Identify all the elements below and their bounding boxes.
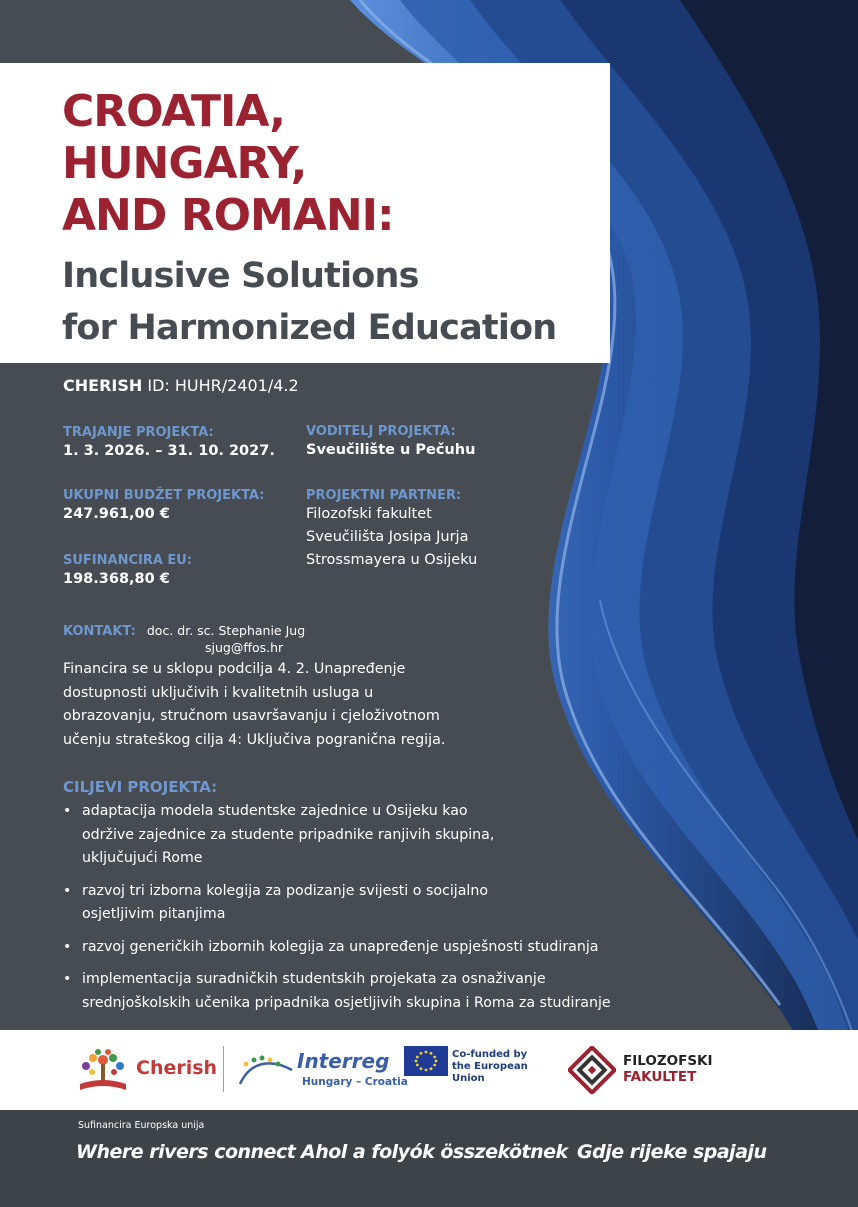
eu-funding-block — [63, 553, 192, 591]
leader-label: VODITELJ PROJEKTA: — [306, 424, 456, 439]
leader-block — [306, 424, 475, 462]
title-line: CROATIA, — [62, 86, 285, 137]
ff-logo-text — [623, 1053, 713, 1085]
contact-name: doc. dr. sc. Stephanie Jug — [146, 623, 306, 638]
leader-value: Sveučilište u Pečuhu — [306, 442, 476, 458]
project-name: CHERISH — [63, 376, 143, 395]
cofunded-text — [452, 1049, 562, 1085]
slogan-croatian: Gdje rijeke spajaju — [577, 1141, 767, 1163]
financing-line: obrazovanju, stručnom usavršavanju i cjeloživotnom — [63, 708, 440, 724]
goal-item — [63, 936, 703, 960]
title-line: AND ROMANI: — [62, 190, 394, 241]
financing-line: dostupnosti uključivih i kvalitetnih usluga u — [63, 684, 374, 701]
slogan-english: Where rivers connect — [76, 1141, 296, 1163]
goal-line: uključujući Rome — [82, 850, 203, 866]
partner-label: PROJEKTNI PARTNER: — [306, 488, 462, 503]
interreg-logo-text: Interreg — [297, 1049, 390, 1073]
slogan-hungarian: Ahol a folyók összekötnek — [301, 1141, 568, 1163]
goal-item — [63, 968, 703, 1015]
contact-email[interactable]: sjug@ffos.hr — [205, 640, 284, 655]
budget-label: UKUPNI BUDŽET PROJEKTA: — [63, 488, 265, 503]
eu-funding-label: SUFINANCIRA EU: — [63, 553, 193, 568]
interreg-swoosh-icon — [236, 1052, 296, 1092]
title-subtitle — [62, 250, 622, 354]
financing-line: Financira se u sklopu podcilja 4. 2. Unapređenje — [63, 661, 406, 677]
cofunded-line: Co-funded by — [452, 1049, 528, 1060]
logo-divider — [223, 1046, 224, 1092]
duration-value: 1. 3. 2026. – 31. 10. 2027. — [63, 443, 275, 459]
goal-line: • adaptacija modela studentske zajednice u Osijeku kao — [82, 803, 468, 819]
goal-line: • razvoj generičkih izbornih kolegija za unapređenje uspješnosti studiranja — [82, 938, 599, 955]
cofunded-line: the European Union — [452, 1061, 528, 1084]
subtitle-line: for Harmonized Education — [62, 308, 557, 348]
goal-line: održive zajednice za studente pripadnike ranjivih skupina, — [82, 826, 495, 843]
eu-flag-icon — [404, 1046, 448, 1076]
goal-line: srednjoškolskih učenika pripadnika osjetljivih skupina i Roma za studiranje — [82, 994, 611, 1011]
contact-label: KONTAKT: — [63, 624, 136, 639]
goal-item — [63, 880, 703, 927]
financing-line: učenju strateškog cilja 4: Uključiva pogranična regija. — [63, 731, 446, 748]
goal-line: • razvoj tri izborna kolegija za podizanje svijesti o socijalno — [82, 882, 489, 899]
partner-line: Filozofski fakultet — [306, 506, 432, 522]
eu-funding-value: 198.368,80 € — [63, 571, 170, 587]
goals-heading: CILJEVI PROJEKTA: — [63, 778, 218, 796]
ff-line: FAKULTET — [623, 1069, 697, 1085]
duration-block — [63, 425, 275, 463]
subtitle-line: Inclusive Solutions — [62, 256, 419, 296]
contact-block — [63, 620, 306, 655]
partner-block — [306, 488, 477, 572]
partner-line: Sveučilišta Josipa Jurja — [306, 529, 469, 545]
goals-list — [63, 800, 703, 1024]
budget-block — [63, 488, 264, 526]
title-line: HUNGARY, — [62, 138, 307, 189]
interreg-subtitle: Hungary – Croatia — [302, 1076, 408, 1088]
ff-logo-icon — [568, 1046, 616, 1094]
goal-item — [63, 800, 703, 871]
goal-line: • implementacija suradničkih studentskih projekata za osnaživanje — [82, 971, 546, 987]
project-id-value: ID: HUHR/2401/4.2 — [147, 376, 299, 395]
partner-line: Strossmayera u Osijeku — [306, 552, 478, 568]
budget-value: 247.961,00 € — [63, 506, 170, 522]
goal-line: osjetljivim pitanjima — [82, 906, 226, 922]
financing-text — [63, 658, 483, 752]
cherish-logo-text: Cherish — [136, 1057, 218, 1079]
title-main — [62, 86, 602, 242]
project-id — [63, 376, 299, 395]
eu-funding-note: Sufinancira Europska unija — [78, 1120, 205, 1131]
ff-line: FILOZOFSKI — [623, 1053, 713, 1069]
duration-label: TRAJANJE PROJEKTA: — [63, 425, 214, 440]
cherish-tree-icon — [74, 1046, 132, 1096]
